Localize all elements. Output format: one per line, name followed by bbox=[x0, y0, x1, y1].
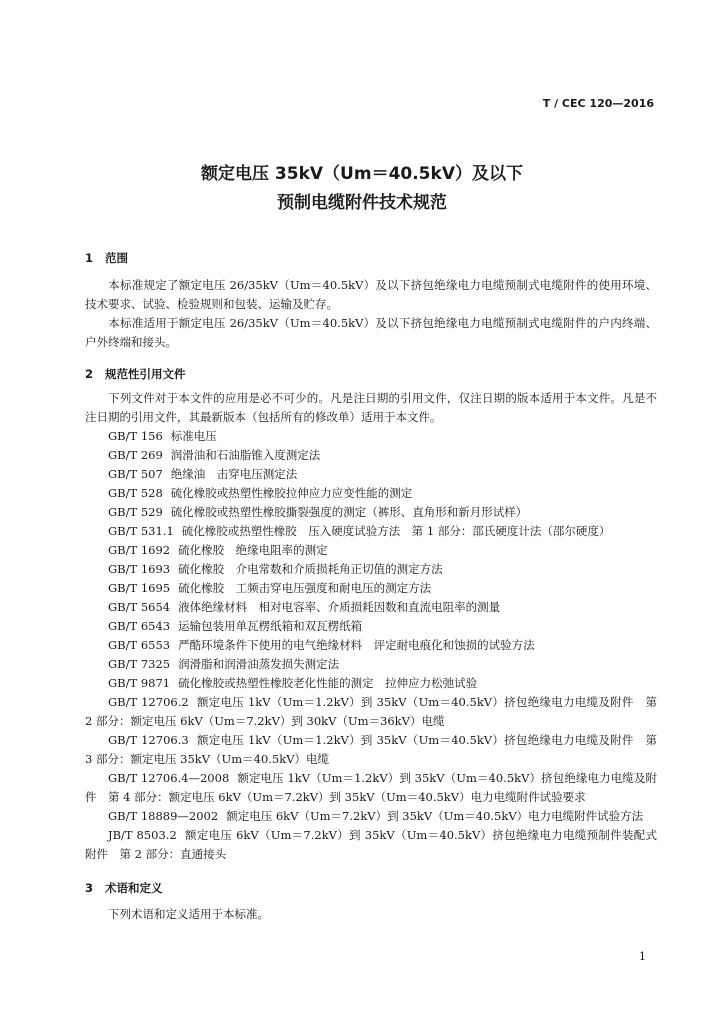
reference-item: GB/T 12706.3 额定电压 1kV（Um＝1.2kV）到 35kV（Um＝40.5kV）挤包绝缘电力电缆及附件 第 3 部分：额定电压 35kV（Um＝40.5kV）电缆 bbox=[85, 733, 657, 766]
reference-item: GB/T 531.1 硫化橡胶或热塑性橡胶 压入硬度试验方法 第 1 部分：邵氏硬度计法（邵尔硬度） bbox=[108, 524, 611, 538]
reference-item: GB/T 18889—2002 额定电压 6kV（Um＝7.2kV）到 35kV（Um＝40.5kV）电力电缆附件试验方法 bbox=[108, 809, 644, 823]
reference-item: GB/T 507 绝缘油 击穿电压测定法 bbox=[108, 467, 298, 481]
section-number: 3 bbox=[85, 881, 94, 895]
reference-item: GB/T 528 硫化橡胶或热塑性橡胶拉伸应力应变性能的测定 bbox=[108, 486, 413, 500]
section-title: 术语和定义 bbox=[105, 881, 163, 895]
reference-item: GB/T 5654 液体绝缘材料 相对电容率、介质损耗因数和直流电阻率的测量 bbox=[108, 600, 501, 614]
reference-item: GB/T 269 润滑油和石油脂锥入度测定法 bbox=[108, 448, 321, 462]
page-number: 1 bbox=[639, 950, 646, 963]
section-title: 规范性引用文件 bbox=[105, 367, 186, 381]
section-number: 2 bbox=[85, 367, 94, 381]
section-1-paragraph-2: 本标准适用于额定电压 26/35kV（Um＝40.5kV）及以下挤包绝缘电力电缆预制式电缆附件的户内终端、户外终端和接头。 bbox=[85, 316, 657, 349]
reference-item: GB/T 6553 严酷环境条件下使用的电气绝缘材料 评定耐电痕化和蚀损的试验方法 bbox=[108, 638, 535, 652]
reference-item: JB/T 8503.2 额定电压 6kV（Um＝7.2kV）到 35kV（Um＝40.5kV）挤包绝缘电力电缆预制件装配式附件 第 2 部分：直通接头 bbox=[85, 828, 657, 861]
section-title: 范围 bbox=[105, 251, 128, 265]
reference-item: GB/T 12706.2 额定电压 1kV（Um＝1.2kV）到 35kV（Um＝40.5kV）挤包绝缘电力电缆及附件 第 2 部分：额定电压 6kV（Um＝7.2kV）到 30kV（Um＝36kV）电缆 bbox=[85, 695, 657, 728]
section-2-heading bbox=[85, 366, 186, 382]
document-code: T / CEC 120—2016 bbox=[542, 97, 654, 110]
section-2-intro: 下列文件对于本文件的应用是必不可少的。凡是注日期的引用文件，仅注日期的版本适用于本文件。凡是不注日期的引用文件，其最新版本（包括所有的修改单）适用于本文件。 bbox=[85, 391, 657, 424]
reference-item: GB/T 6543 运输包装用单瓦楞纸箱和双瓦楞纸箱 bbox=[108, 619, 363, 633]
reference-item: GB/T 1693 硫化橡胶 介电常数和介质损耗角正切值的测定方法 bbox=[108, 562, 443, 576]
document-title-line-2: 预制电缆附件技术规范 bbox=[277, 193, 447, 213]
section-3-paragraph-1: 下列术语和定义适用于本标准。 bbox=[108, 907, 269, 921]
reference-item: GB/T 156 标准电压 bbox=[108, 429, 217, 443]
reference-item: GB/T 12706.4—2008 额定电压 1kV（Um＝1.2kV）到 35kV（Um＝40.5kV）挤包绝缘电力电缆及附件 第 4 部分：额定电压 6kV（Um＝7.2kV）到 35kV（Um＝40.5kV）电力电缆附件试验要求 bbox=[85, 771, 657, 804]
reference-item: GB/T 9871 硫化橡胶或热塑性橡胶老化性能的测定 拉伸应力松弛试验 bbox=[108, 676, 478, 690]
document-title-line-1: 额定电压 35kV（Um＝40.5kV）及以下 bbox=[201, 164, 523, 184]
section-3-heading bbox=[85, 880, 163, 896]
reference-item: GB/T 1692 硫化橡胶 绝缘电阻率的测定 bbox=[108, 543, 328, 557]
section-number: 1 bbox=[85, 251, 94, 265]
reference-item: GB/T 529 硫化橡胶或热塑性橡胶撕裂强度的测定（裤形、直角形和新月形试样） bbox=[108, 505, 528, 519]
normative-references-list bbox=[85, 427, 657, 864]
reference-item: GB/T 1695 硫化橡胶 工频击穿电压强度和耐电压的测定方法 bbox=[108, 581, 432, 595]
reference-item: GB/T 7325 润滑脂和润滑油蒸发损失测定法 bbox=[108, 657, 340, 671]
section-1-heading bbox=[85, 250, 128, 266]
section-1-paragraph-1: 本标准规定了额定电压 26/35kV（Um＝40.5kV）及以下挤包绝缘电力电缆预制式电缆附件的使用环境、技术要求、试验、检验规则和包装、运输及贮存。 bbox=[85, 278, 657, 311]
